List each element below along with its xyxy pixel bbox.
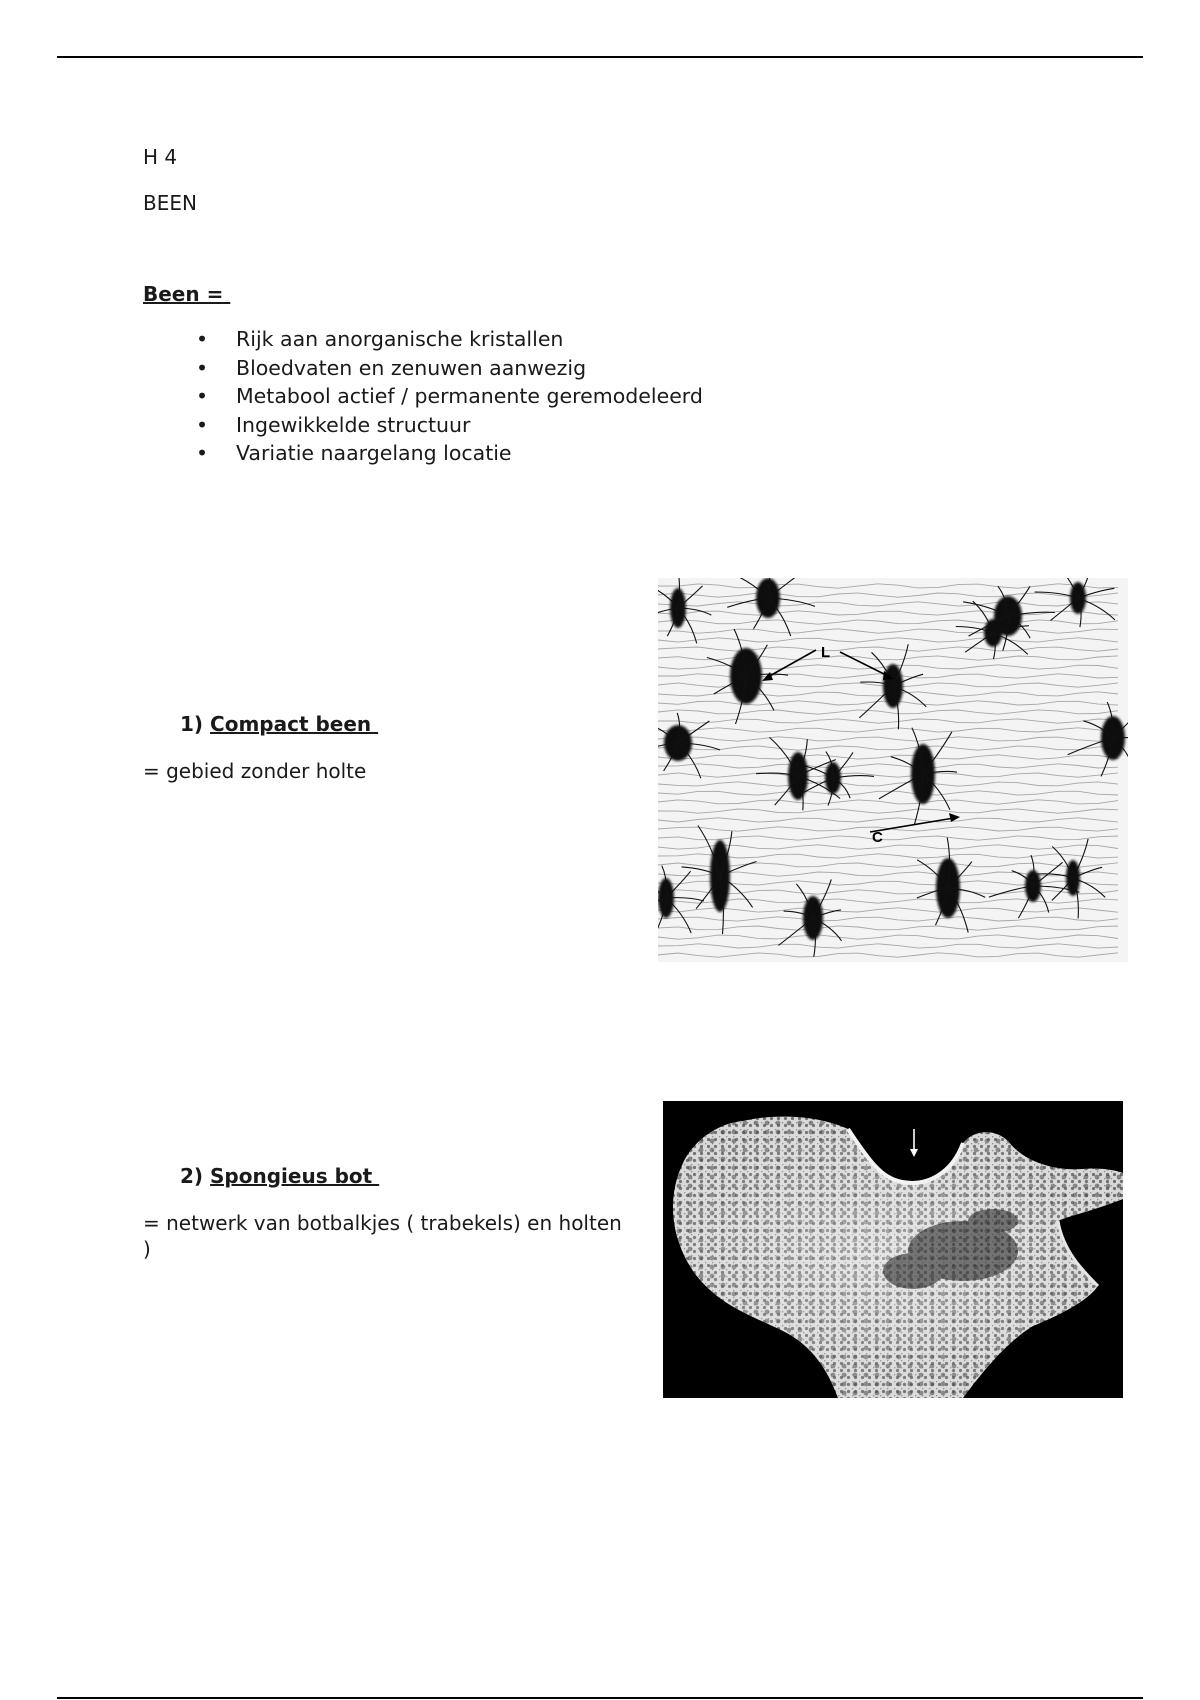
list-item-text: Variatie naargelang locatie [236,441,512,466]
bullet-icon: • [196,412,209,437]
chapter-number: H 4 [143,145,178,169]
section-description-compact-bone: = gebied zonder holte [143,759,367,783]
section-heading-spongy-bone [180,1163,379,1189]
section-number: 1) [180,712,204,736]
compact-bone-micrograph [658,578,1128,962]
list-item [196,439,703,468]
definition-bullet-list [196,325,703,468]
list-item [196,411,703,440]
section-description-spongy-bone: = netwerk van botbalkjes ( trabekels) en holten ) [143,1211,622,1261]
bullet-icon: • [196,327,209,351]
bullet-icon: • [196,355,209,380]
section-number: 2) [180,1164,204,1188]
chapter-title: BEEN [143,191,197,215]
section-heading-compact-bone [180,711,378,737]
section-title: Spongieus bot [210,1164,380,1188]
list-item [196,325,703,354]
definition-heading: Been = [143,282,231,306]
list-item-text: Rijk aan anorganische kristallen [236,327,564,351]
list-item [196,382,703,411]
spongy-bone-photo [663,1101,1123,1398]
footer-rule [57,1697,1143,1699]
header-rule [57,56,1143,58]
micrograph-label-c: C [872,829,883,846]
list-item-text: Bloedvaten en zenuwen aanwezig [236,355,587,380]
bullet-icon: • [196,441,209,466]
list-item-text: Ingewikkelde structuur [236,412,471,437]
section-title: Compact been [210,712,379,736]
micrograph-label-l: L [821,644,831,661]
list-item [196,354,703,383]
list-item-text: Metabool actief / permanente geremodeleerd [236,384,703,409]
bullet-icon: • [196,384,209,409]
